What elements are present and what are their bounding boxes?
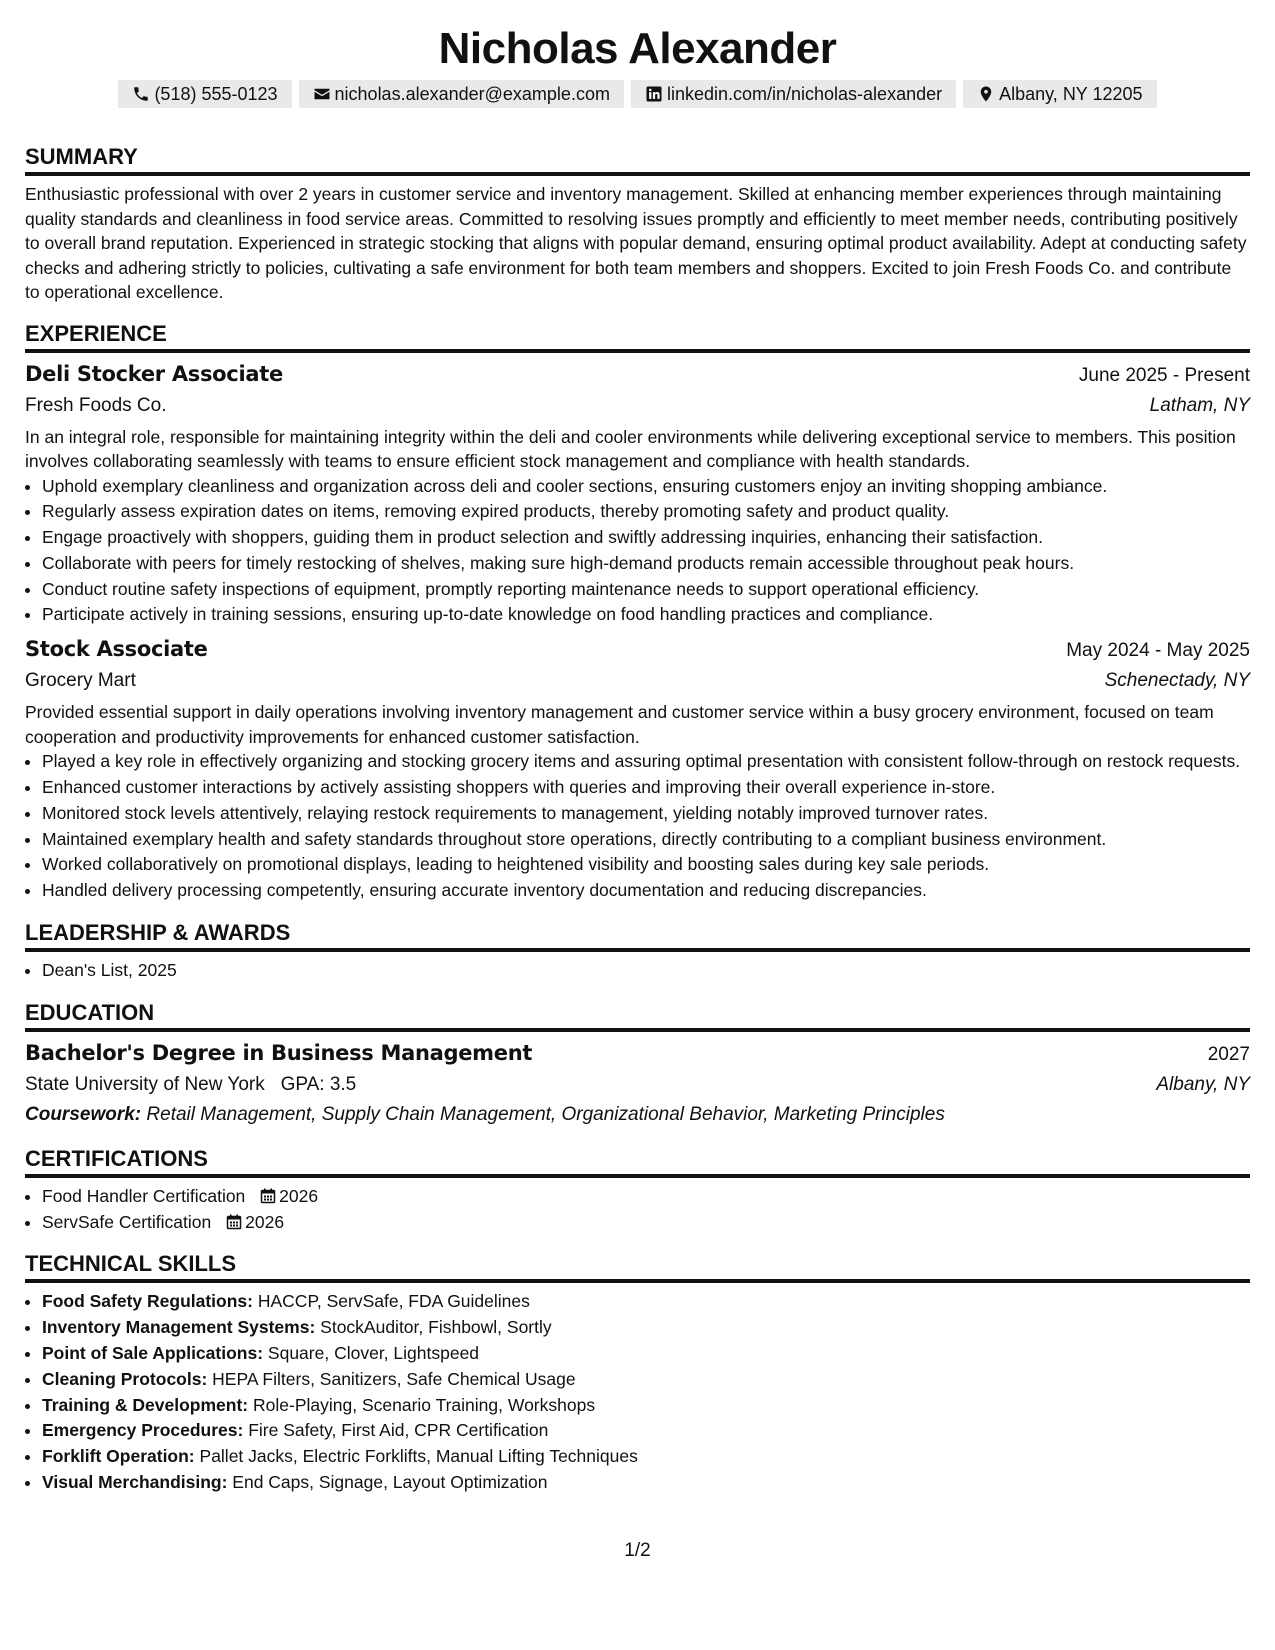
skills-heading: TECHNICAL SKILLS — [25, 1251, 1250, 1283]
list-item — [42, 1367, 1250, 1393]
cert-year: 2026 — [279, 1185, 319, 1206]
gpa: GPA: 3.5 — [280, 1073, 357, 1095]
skill-label: Forklift Operation: — [42, 1446, 195, 1467]
job-company: Grocery Mart — [25, 670, 136, 692]
job-bullets — [25, 749, 1250, 904]
school-location: Albany, NY — [1156, 1073, 1250, 1095]
list-item: • Collaborate with peers for timely restocking of shelves, making sure high-demand products remain accessible throughout peak hours. — [42, 551, 1250, 577]
contact-email[interactable] — [299, 80, 624, 108]
job-location: Schenectady, NY — [1104, 670, 1250, 692]
job-title: Stock Associate — [25, 637, 208, 662]
skills-list — [25, 1289, 1250, 1495]
map-pin-icon — [977, 85, 995, 103]
list-item — [42, 1315, 1250, 1341]
list-item — [42, 1444, 1250, 1470]
coursework-text: Retail Management, Supply Chain Management, Organizational Behavior, Marketing Principles — [146, 1103, 945, 1125]
list-item: • Handled delivery processing competently, ensuring accurate inventory documentation and reducing discrepancies. — [42, 878, 1250, 904]
job-bullets — [25, 474, 1250, 629]
leadership-list — [25, 958, 1250, 984]
email-text: nicholas.alexander@example.com — [334, 84, 610, 104]
list-item: • Maintained exemplary health and safety standards throughout store operations, directly contributing to a compliant business environment. — [42, 827, 1250, 853]
summary-section — [25, 144, 1250, 305]
list-item — [42, 1393, 1250, 1419]
experience-section — [25, 321, 1250, 905]
job-company: Fresh Foods Co. — [25, 394, 167, 416]
list-item: • Dean's List, 2025 — [42, 958, 1250, 984]
list-item — [42, 1210, 1250, 1236]
list-item: • Uphold exemplary cleanliness and organization across deli and cooler sections, ensuring customers enjoy an inviting shopping ambiance. — [42, 474, 1250, 500]
cert-year: 2026 — [245, 1211, 285, 1232]
leadership-section — [25, 920, 1250, 984]
job-dates: May 2024 - May 2025 — [1066, 640, 1250, 662]
list-item: • Participate actively in training sessions, ensuring up-to-date knowledge on food handling practices and compliance. — [42, 602, 1250, 628]
job-dates: June 2025 - Present — [1078, 364, 1250, 386]
job-entry — [25, 634, 1250, 904]
list-item — [42, 1289, 1250, 1315]
contact-phone[interactable] — [118, 80, 291, 108]
certifications-heading: CERTIFICATIONS — [25, 1146, 1250, 1178]
list-item: • Played a key role in effectively organizing and stocking grocery items and assuring optimal presentation with consistent follow-through on restock requests. — [42, 749, 1250, 775]
skill-value: HEPA Filters, Sanitizers, Safe Chemical Usage — [212, 1368, 576, 1389]
certifications-section — [25, 1146, 1250, 1236]
phone-icon — [132, 85, 150, 103]
job-title: Deli Stocker Associate — [25, 361, 283, 386]
skill-value: End Caps, Signage, Layout Optimization — [232, 1472, 548, 1493]
calendar-icon — [226, 1214, 242, 1230]
skill-label: Emergency Procedures: — [42, 1420, 244, 1441]
cert-name: ServSafe Certification — [42, 1211, 212, 1232]
skill-label: Visual Merchandising: — [42, 1472, 228, 1493]
skill-value: Role-Playing, Scenario Training, Workshops — [253, 1394, 596, 1415]
job-location: Latham, NY — [1149, 394, 1250, 416]
school-name: State University of New York — [25, 1073, 265, 1095]
list-item: • Engage proactively with shoppers, guiding them in product selection and swiftly addressing inquiries, enhancing their satisfaction. — [42, 525, 1250, 551]
coursework — [25, 1100, 1250, 1130]
certifications-list — [25, 1184, 1250, 1236]
contact-linkedin[interactable] — [631, 80, 956, 108]
skill-label: Cleaning Protocols: — [42, 1368, 208, 1389]
phone-text: (518) 555-0123 — [154, 84, 278, 104]
list-item — [42, 1184, 1250, 1210]
envelope-icon — [313, 85, 331, 103]
list-item: • Monitored stock levels attentively, relaying restock requirements to management, yielding notably improved turnover rates. — [42, 801, 1250, 827]
list-item: • Worked collaboratively on promotional displays, leading to heightened visibility and boosting sales during key sale periods. — [42, 852, 1250, 878]
job-entry — [25, 359, 1250, 629]
contact-location — [963, 80, 1156, 108]
summary-text: Enthusiastic professional with over 2 years in customer service and inventory management. Skilled at enhancing member experiences through maintaining quality standards and cleanliness in food service areas. Committed to resolving issues promptly and efficiently to meet member needs, contributing positively to overall brand reputation. Experienced in strategic stocking that aligns with popular demand, ensuring optimal product availability. Adept at conducting safety checks and adhering strictly to policies, cultivating a safe environment for both team members and shoppers. Excited to join Fresh Foods Co. and contribute to operational excellence. — [25, 184, 1247, 302]
linkedin-text: linkedin.com/in/nicholas-alexander — [666, 84, 943, 104]
skill-value: HACCP, ServSafe, FDA Guidelines — [257, 1291, 530, 1312]
school-line — [25, 1070, 356, 1100]
degree-title: Bachelor's Degree in Business Management — [25, 1040, 533, 1065]
leadership-heading: LEADERSHIP & AWARDS — [25, 920, 1250, 952]
coursework-label: Coursework: — [25, 1103, 142, 1125]
skill-label: Food Safety Regulations: — [42, 1291, 253, 1312]
linkedin-icon — [645, 85, 663, 103]
cert-name: Food Handler Certification — [42, 1185, 246, 1206]
skill-label: Inventory Management Systems: — [42, 1317, 316, 1338]
location-text: Albany, NY 12205 — [999, 84, 1143, 104]
list-item: • Enhanced customer interactions by actively assisting shoppers with queries and improving their overall experience in-store. — [42, 775, 1250, 801]
list-item: • Conduct routine safety inspections of equipment, promptly reporting maintenance needs to support operational efficiency. — [42, 577, 1250, 603]
job-description: In an integral role, responsible for maintaining integrity within the deli and cooler environments while delivering exceptional service to members. This position involves collaborating seamlessly with teams to ensure efficient stock management and compliance with health standards. — [25, 426, 1236, 471]
skill-value: Pallet Jacks, Electric Forklifts, Manual Lifting Techniques — [199, 1446, 638, 1467]
page-number: 1/2 — [624, 1540, 651, 1561]
skill-label: Training & Development: — [42, 1394, 249, 1415]
candidate-name: Nicholas Alexander — [438, 24, 837, 73]
summary-heading: SUMMARY — [25, 144, 1250, 176]
skills-section — [25, 1251, 1250, 1495]
job-description: Provided essential support in daily operations involving inventory management and customer service within a busy grocery environment, focused on team cooperation and productivity improvements for enhanced customer satisfaction. — [25, 702, 1214, 747]
list-item — [42, 1470, 1250, 1496]
education-section — [25, 1000, 1250, 1130]
skill-label: Point of Sale Applications: — [42, 1343, 264, 1364]
graduation-year: 2027 — [1207, 1043, 1250, 1065]
list-item — [42, 1418, 1250, 1444]
education-heading: EDUCATION — [25, 1000, 1250, 1032]
calendar-icon — [260, 1188, 276, 1204]
skill-value: StockAuditor, Fishbowl, Sortly — [320, 1317, 552, 1338]
list-item — [42, 1341, 1250, 1367]
skill-value: Square, Clover, Lightspeed — [267, 1343, 480, 1364]
experience-heading: EXPERIENCE — [25, 321, 1250, 353]
contact-bar — [25, 80, 1250, 108]
list-item: • Regularly assess expiration dates on items, removing expired products, thereby promoting safety and product quality. — [42, 499, 1250, 525]
skill-value: Fire Safety, First Aid, CPR Certification — [248, 1420, 549, 1441]
